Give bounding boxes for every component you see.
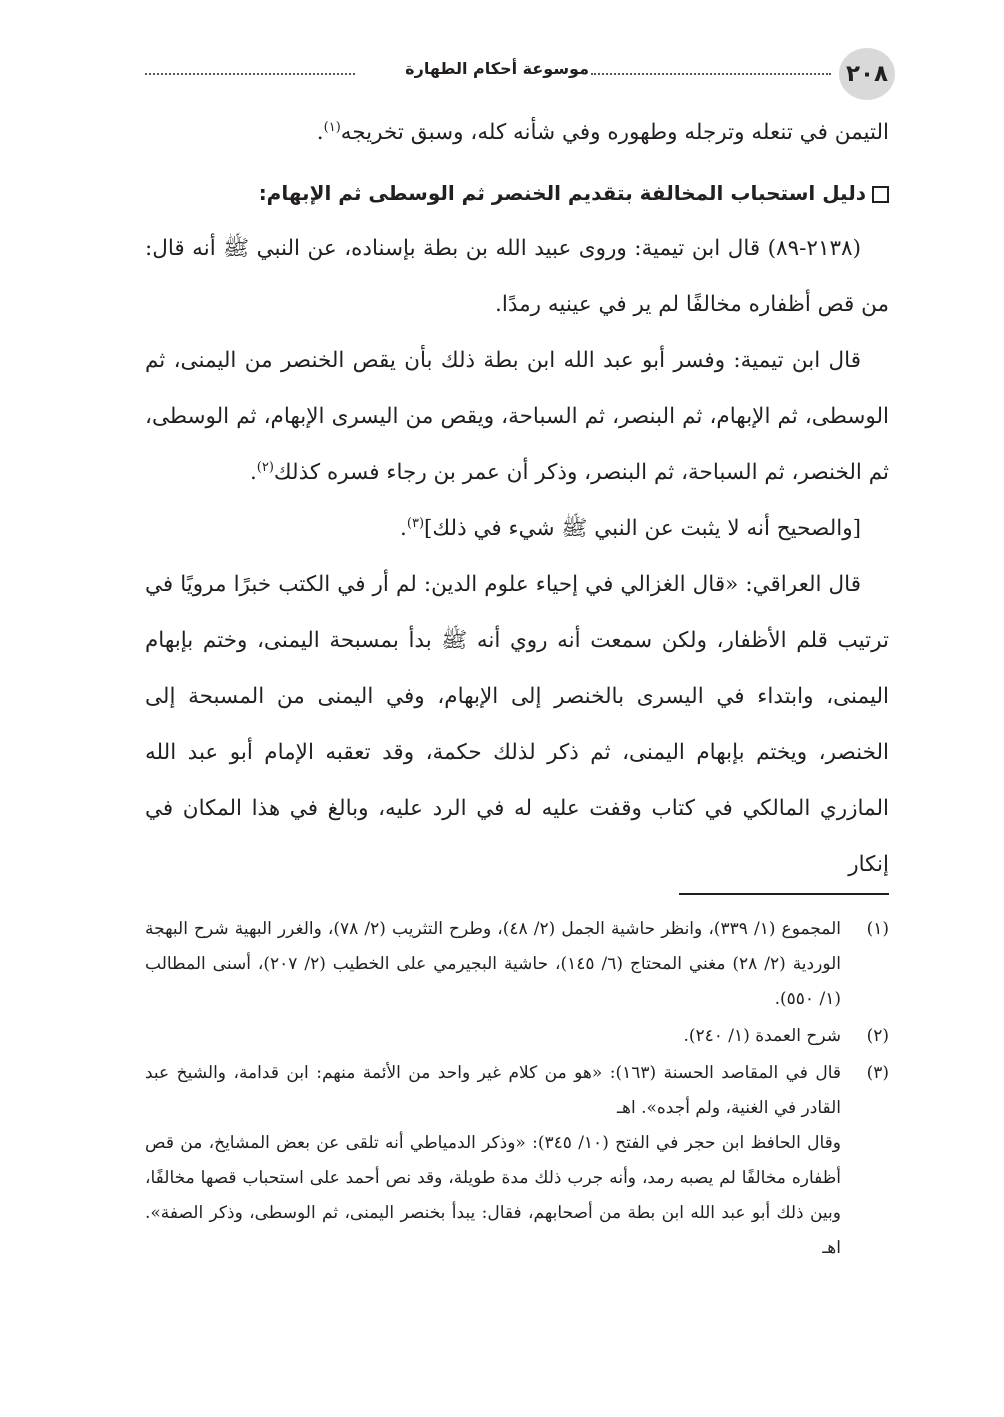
paragraph (145, 333, 889, 501)
paragraph-text: التيمن في تنعله وترجله وطهوره وفي شأنه كله، وسبق تخريجه (340, 120, 889, 145)
footnote-text: المجموع (١/ ٣٣٩)، وانظر حاشية الجمل (٢/ ٤٨)، وطرح التثريب (٢/ ٧٨)، والغرر البهية شرح البهجة الوردية (٢/ ٢٨) مغني المحتاج (٦/ ١٤٥)، حاشية البجيرمي على الخطيب (٢/ ٢٠٧)، أسنى المطالب (١/ ٥٥٠). (145, 919, 842, 1009)
punctuation: . (316, 120, 324, 145)
page-number: ٢٠٨ (839, 48, 895, 100)
paragraph: قال العراقي: «قال الغزالي في إحياء علوم الدين: لم أر في الكتب خبرًا مرويًا في ترتيب قلم الأظفار، ولكن سمعت أنه روي أنه ﷺ بدأ بمسبحة اليمنى، وختم بإبهام اليمنى، وابتداء في اليسرى بالخنصر إلى الإبهام، وفي اليمنى من المسبحة إلى الخنصر، ويختم بإبهام اليمنى، ثم ذكر لذلك حكمة، وقد تعقبه الإمام أبو عبد الله المازري المالكي في كتاب وقفت عليه له في الرد عليه، وبالغ في هذا المكان في إنكار (145, 572, 889, 877)
paragraph (145, 501, 889, 557)
footnote (145, 1056, 889, 1266)
punctuation: . (249, 460, 257, 485)
footnotes (145, 912, 889, 1268)
footnote-text: شرح العمدة (١/ ٢٤٠). (683, 1026, 841, 1046)
footnote-paragraph: وقال الحافظ ابن حجر في الفتح (١٠/ ٣٤٥): «وذكر الدمياطي أنه تلقى عن بعض المشايخ، من قص أظفاره مخالفًا لم يصبه رمد، وأنه جرب ذلك مدة طويلة، وقد نص أحمد على استحباب قصها مخالفًا، وبين ذلك أبو عبد الله ابن بطة من أصحابهم، فقال: يبدأ بخنصر اليمنى، ثم الوسطى، وذكر الصفة». اهـ (145, 1133, 841, 1258)
footnote-separator (679, 893, 889, 895)
running-header (145, 48, 889, 100)
footnote-number: (١) (866, 919, 889, 939)
main-text (145, 105, 889, 893)
footnote (145, 1019, 889, 1054)
paragraph-text: [والصحيح أنه لا يثبت عن النبي ﷺ شيء في ذلك] (424, 516, 861, 541)
paragraph: (٢١٣٨-٨٩) قال ابن تيمية: وروى عبيد الله بن بطة بإسناده، عن النبي ﷺ أنه قال: من قص أظفاره مخالفًا لم ير في عينيه رمدًا. (145, 236, 889, 317)
footnote-number: (٢) (866, 1026, 889, 1046)
paragraph-text: قال ابن تيمية: وفسر أبو عبد الله ابن بطة ذلك بأن يقص الخنصر من اليمنى، ثم الوسطى، ثم الإبهام، ثم البنصر، ثم السباحة، ويقص من اليسرى الإبهام، ثم الوسطى، ثم الخنصر، ثم السباحة، ثم البنصر، وذكر أن عمر بن رجاء فسره كذلك (145, 348, 889, 485)
footnote-ref: (١) (323, 119, 341, 135)
section-heading (145, 165, 889, 221)
punctuation: . (400, 516, 407, 541)
running-title: موسوعة أحكام الطهارة (405, 59, 589, 78)
header-dotted-leader-left (145, 63, 355, 75)
footnote-paragraph: قال في المقاصد الحسنة (١٦٣): «هو من كلام غير واحد من الأئمة منهم: ابن قدامة، والشيخ عبد القادر في الغنية، ولم أجده». اهـ (145, 1063, 842, 1118)
header-dotted-leader-right (591, 63, 831, 75)
footnote (145, 912, 889, 1017)
page (145, 0, 889, 1417)
footnote-text (145, 1056, 841, 1266)
footnote-ref: (٢) (256, 459, 274, 475)
checkbox-square-icon (872, 186, 889, 203)
paragraph (145, 105, 889, 161)
footnote-ref: (٣) (406, 515, 425, 531)
footnote-number: (٣) (866, 1063, 889, 1083)
section-heading-text: دليل استحباب المخالفة بتقديم الخنصر ثم الوسطى ثم الإبهام: (258, 181, 866, 205)
